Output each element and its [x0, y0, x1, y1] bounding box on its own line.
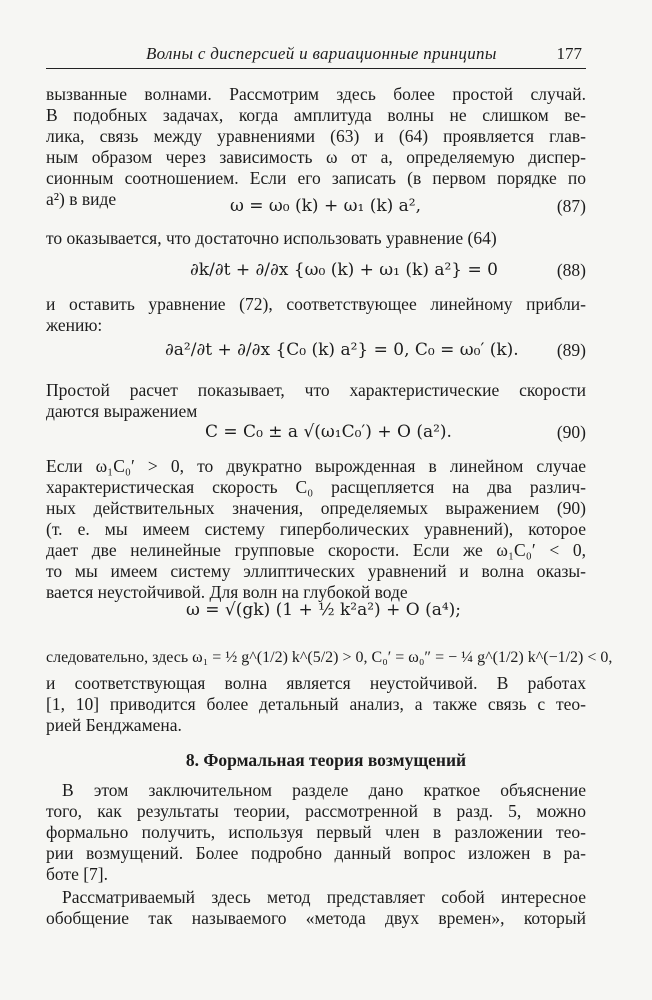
- equation-89: ∂a²/∂t + ∂/∂x {C₀ (k) a²} = 0, C₀ = ω₀′ (k).: [165, 340, 519, 360]
- text-line: В подобных задачах, когда амплитуда волны не слишком ве-: [46, 105, 586, 125]
- running-header: [46, 38, 586, 69]
- text-line: Рассматриваемый здесь метод представляет собой интересное: [62, 887, 586, 907]
- text-line: ных действительных значения, определяемых выражением (90): [46, 498, 586, 518]
- equation-number: (89): [556, 340, 586, 360]
- text-line: жению:: [46, 315, 103, 335]
- text-line: a²) в виде: [46, 189, 117, 209]
- page-number: 177: [556, 44, 582, 63]
- text-line: ным образом через зависимость ω от a, определяемую диспер-: [46, 147, 586, 167]
- equation-number: (90): [556, 422, 586, 442]
- text-line: рии возмущений. Более подробно данный вопрос изложен в ра-: [46, 843, 586, 863]
- text-line: формально получить, используя первый член в разложении тео-: [46, 822, 586, 842]
- text-line: обобщение так называемого «метода двух времен», который: [46, 908, 586, 928]
- equation-87: ω = ω₀ (k) + ω₁ (k) a²,: [230, 196, 422, 216]
- text-line: вается неустойчивой. Для волн на глубокой воде: [46, 582, 408, 602]
- equation-88: ∂k/∂t + ∂/∂x {ω₀ (k) + ω₁ (k) a²} = 0: [190, 260, 498, 280]
- section-heading: 8. Формальная теория возмущений: [185, 750, 467, 770]
- text-line: и оставить уравнение (72), соответствующее линейному прибли-: [46, 294, 586, 314]
- text-line: Если ω₁C₀′ > 0, то двукратно вырожденная в линейном случае: [46, 456, 586, 476]
- equation-deep-water: ω = √(gk) (1 + ½ k²a²) + O (a⁴);: [186, 600, 462, 620]
- text-line: вызванные волнами. Рассмотрим здесь более простой случай.: [46, 84, 586, 104]
- text-line: дает две нелинейные групповые скорости. Если же ω₁C₀′ < 0,: [46, 540, 586, 560]
- text-line: и соответствующая волна является неустойчивой. В работах: [46, 673, 586, 693]
- text-line: рией Бенджамена.: [46, 715, 182, 735]
- text-line: Простой расчет показывает, что характеристические скорости: [46, 380, 586, 400]
- text-line: характеристическая скорость C₀ расщепляется на два различ-: [46, 477, 586, 497]
- text-line: (т. е. мы имеем систему гиперболических уравнений), которое: [46, 519, 586, 539]
- text-line: даются выражением: [46, 401, 198, 421]
- text-line: В этом заключительном разделе дано краткое объяснение: [62, 780, 586, 800]
- text-line: то оказывается, что достаточно использовать уравнение (64): [46, 228, 497, 248]
- text-line: то мы имеем систему эллиптических уравнений и волна оказы-: [46, 561, 586, 581]
- running-title: Волны с дисперсией и вариационные принципы: [146, 44, 497, 63]
- equation-number: (88): [556, 260, 586, 280]
- equation-number: (87): [556, 196, 586, 216]
- text-line: того, как результаты теории, рассмотренной в разд. 5, можно: [46, 801, 586, 821]
- text-line: следовательно, здесь ω₁ = ½ g^(1/2) k^(5/2) > 0, C₀′ = ω₀″ = − ¼ g^(1/2) k^(−1/2) < 0,: [46, 649, 613, 666]
- text-line: боте [7].: [46, 864, 108, 884]
- equation-90: C = C₀ ± a √(ω₁C₀′) + O (a²).: [205, 422, 452, 442]
- text-line: [1, 10] приводится более детальный анализ, а также связь с тео-: [46, 694, 586, 714]
- text-line: сионным соотношением. Если его записать (в первом порядке по: [46, 168, 586, 188]
- text-line: лика, связь между уравнениями (63) и (64) проявляется глав-: [46, 126, 586, 146]
